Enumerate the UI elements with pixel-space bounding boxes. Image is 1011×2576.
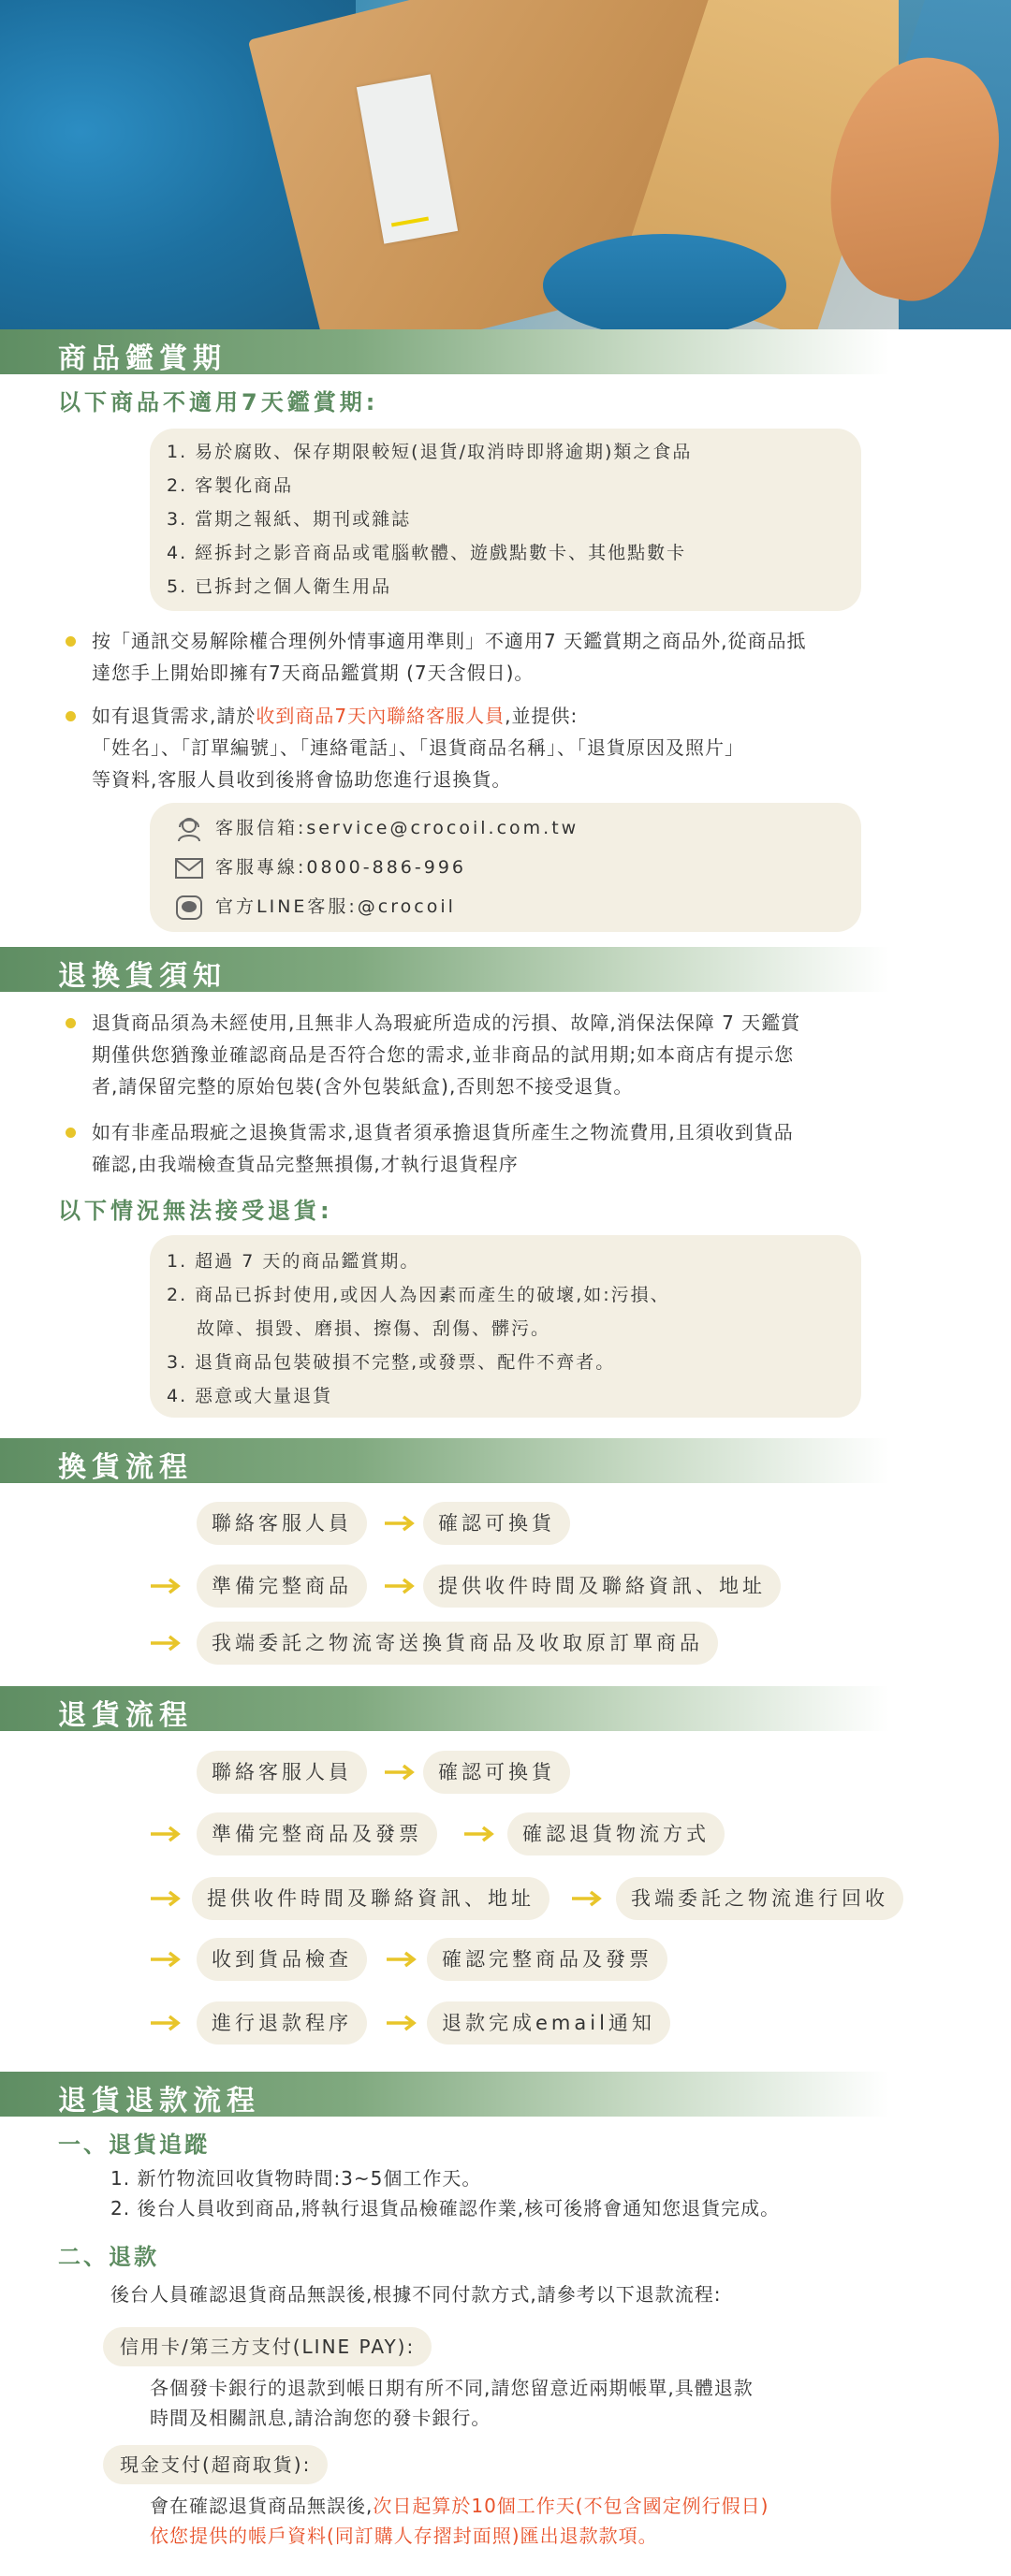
arrow-right-icon: [150, 1634, 182, 1652]
text-line: 各個發卡銀行的退款到帳日期有所不同,請您留意近兩期帳單,具體退款: [150, 2377, 754, 2399]
flow-step: 我端委託之物流寄送換貨商品及收取原訂單商品: [197, 1622, 718, 1665]
text-line: 會在確認退貨商品無誤後,次日起算於10個工作天(不包含國定例行假日): [150, 2495, 769, 2517]
text-line: 時間及相關訊息,請洽詢您的發卡銀行。: [150, 2407, 491, 2429]
highlight-text: 依您提供的帳戶資料(同訂購人存摺封面照)匯出退款款項。: [150, 2525, 658, 2547]
section-bar-exchange-flow: [0, 1438, 1011, 1483]
list-item: 1. 易於腐敗、保存期限較短(退貨/取消時即將逾期)類之食品: [167, 442, 693, 462]
flow-step: 準備完整商品及發票: [197, 1812, 437, 1856]
arrow-right-icon: [150, 1825, 182, 1843]
section-title: 退貨退款流程: [58, 2085, 260, 2118]
note-line: 等資料,客服人員收到後將會協助您進行退換貨。: [92, 768, 512, 791]
arrow-right-icon: [463, 1825, 495, 1843]
arrow-right-icon: [384, 1763, 416, 1782]
refund-title: 二、退款: [58, 2244, 159, 2270]
flow-step: 確認退貨物流方式: [507, 1812, 725, 1856]
bullet-dot: [66, 711, 76, 721]
bullet-dot: [66, 1018, 76, 1028]
arrow-right-icon: [384, 1514, 416, 1533]
para-line: 期僅供您猶豫並確認商品是否符合您的需求,並非商品的試用期;如本商店有提示您: [92, 1043, 795, 1066]
list-item: 2. 商品已拆封使用,或因人為因素而產生的破壞,如:污損、: [167, 1285, 670, 1305]
contact-line[interactable]: 官方LINE客服:@crocoil: [174, 891, 456, 923]
arrow-right-icon: [384, 1577, 416, 1595]
section-title: 退貨流程: [58, 1699, 193, 1732]
cash-payment-tag: 現金支付(超商取貨):: [103, 2445, 328, 2484]
list-item: 1. 超過 7 天的商品鑑賞期。: [167, 1251, 420, 1272]
arrow-right-icon: [386, 2014, 418, 2032]
appreciation-note-2: [66, 700, 927, 795]
list-item: 5. 已拆封之個人衛生用品: [167, 576, 392, 597]
highlight-text: 收到商品7天內聯絡客服人員: [256, 705, 506, 727]
list-item: 3. 退貨商品包裝破損不完整,或發票、配件不齊者。: [167, 1352, 616, 1373]
note-line: 「姓名」、「訂單編號」、「連絡電話」、「退貨商品名稱」、「退貨原因及照片」: [92, 736, 744, 759]
section-bar-return-notice: [0, 947, 1011, 992]
flow-step: 聯絡客服人員: [197, 1502, 367, 1545]
note-line: 達您手上開始即擁有7天商品鑑賞期 (7天含假日)。: [92, 662, 535, 684]
list-item: 1. 新竹物流回收貨物時間:3~5個工作天。: [110, 2167, 482, 2190]
flow-step: 確認可換貨: [423, 1751, 570, 1794]
appreciation-note-1: [66, 625, 927, 689]
flow-step: 退款完成email通知: [427, 2001, 670, 2045]
section-title: 商品鑑賞期: [58, 342, 227, 375]
para-line: 者,請保留完整的原始包裝(含外包裝紙盒),否則恕不接受退貨。: [92, 1075, 634, 1098]
list-item: 4. 經拆封之影音商品或電腦軟體、遊戲點數卡、其他點數卡: [167, 543, 687, 563]
tracking-title: 一、退貨追蹤: [58, 2132, 210, 2158]
para-line: 確認,由我端檢查貨品完整無損傷,才執行退貨程序: [92, 1153, 519, 1175]
excluded-items-list: [167, 435, 692, 604]
envelope-icon: [174, 855, 204, 881]
arrow-right-icon: [150, 1577, 182, 1595]
arrow-right-icon: [571, 1889, 603, 1908]
flow-step: 確認可換貨: [423, 1502, 570, 1545]
bullet-dot: [66, 1128, 76, 1138]
hero-photo: [0, 0, 1011, 329]
arrow-right-icon: [386, 1950, 418, 1969]
list-item: 2. 客製化商品: [167, 475, 294, 496]
note-line: 按「通訊交易解除權合理例外情事適用準則」不適用7 天鑑賞期之商品外,從商品抵: [92, 630, 807, 652]
section-title: 換貨流程: [58, 1451, 193, 1484]
refund-intro: 後台人員確認退貨商品無誤後,根據不同付款方式,請參考以下退款流程:: [110, 2283, 722, 2306]
contact-phone[interactable]: 客服專線:0800-886-996: [174, 851, 466, 883]
section-bar-return-flow: [0, 1686, 1011, 1731]
flow-step: 收到貨品檢查: [197, 1938, 367, 1981]
return-notice-para-1: [66, 1007, 927, 1102]
flow-step: 聯絡客服人員: [197, 1751, 367, 1794]
note-line: 如有退貨需求,請於收到商品7天內聯絡客服人員,並提供:: [92, 705, 579, 727]
flow-step: 我端委託之物流進行回收: [616, 1877, 903, 1920]
tracking-list: [110, 2163, 780, 2223]
bullet-dot: [66, 636, 76, 647]
flow-step: 提供收件時間及聯絡資訊、地址: [423, 1565, 781, 1608]
flow-step: 提供收件時間及聯絡資訊、地址: [192, 1877, 549, 1920]
list-item: 故障、損毀、磨損、擦傷、刮傷、髒污。: [197, 1318, 551, 1339]
list-item: 4. 惡意或大量退貨: [167, 1386, 333, 1406]
line-chat-icon: [174, 895, 204, 921]
arrow-right-icon: [150, 1950, 182, 1969]
arrow-right-icon: [150, 1889, 182, 1908]
para-line: 退貨商品須為未經使用,且無非人為瑕疵所造成的污損、故障,消保法保障 7 天鑑賞: [92, 1011, 801, 1034]
flow-step: 進行退款程序: [197, 2001, 367, 2045]
flow-step: 準備完整商品: [197, 1565, 367, 1608]
return-notice-para-2: [66, 1116, 927, 1180]
credit-payment-text: [150, 2373, 754, 2433]
arrow-right-icon: [150, 2014, 182, 2032]
list-item: 3. 當期之報紙、期刊或雜誌: [167, 509, 412, 530]
appreciation-subtitle: 以下商品不適用7天鑑賞期:: [58, 389, 379, 415]
section-title: 退換貨須知: [58, 960, 227, 993]
no-return-list: [167, 1244, 670, 1413]
contact-email[interactable]: 客服信箱:service@crocoil.com.tw: [174, 812, 579, 844]
para-line: 如有非產品瑕疵之退換貨需求,退貨者須承擔退貨所產生之物流費用,且須收到貨品: [92, 1121, 794, 1143]
list-item: 2. 後台人員收到商品,將執行退貨品檢確認作業,核可後將會通知您退貨完成。: [110, 2197, 781, 2219]
no-return-subtitle: 以下情況無法接受退貨:: [58, 1198, 333, 1224]
headset-icon: [174, 816, 204, 842]
cash-payment-text: [150, 2491, 769, 2551]
hero-hand-left: [543, 234, 786, 329]
credit-payment-tag: 信用卡/第三方支付(LINE PAY):: [103, 2327, 432, 2366]
section-bar-appreciation: [0, 329, 1011, 374]
flow-step: 確認完整商品及發票: [427, 1938, 667, 1981]
section-bar-refund-flow: [0, 2072, 1011, 2117]
highlight-text: 次日起算於10個工作天(不包含國定例行假日): [373, 2495, 769, 2517]
